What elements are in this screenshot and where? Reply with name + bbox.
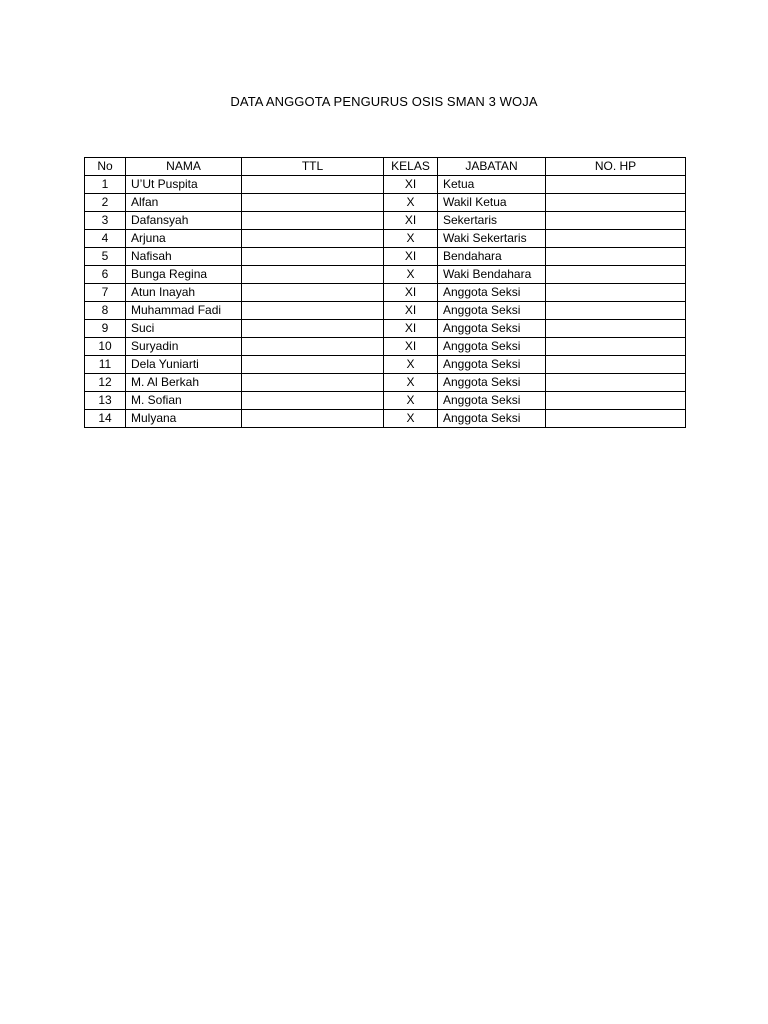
cell-kelas: XI [384, 302, 438, 320]
cell-no: 12 [85, 374, 126, 392]
header-jabatan: JABATAN [438, 158, 546, 176]
cell-no: 8 [85, 302, 126, 320]
cell-jabatan: Bendahara [438, 248, 546, 266]
cell-jabatan: Anggota Seksi [438, 392, 546, 410]
cell-no: 2 [85, 194, 126, 212]
cell-jabatan: Anggota Seksi [438, 410, 546, 428]
member-table [84, 157, 686, 428]
table-row [85, 212, 686, 230]
table-row [85, 194, 686, 212]
cell-kelas: X [384, 392, 438, 410]
cell-ttl [242, 338, 384, 356]
table-header-row [85, 158, 686, 176]
cell-nama: Dafansyah [126, 212, 242, 230]
cell-no-hp [546, 284, 686, 302]
cell-ttl [242, 356, 384, 374]
table-row [85, 338, 686, 356]
cell-no: 4 [85, 230, 126, 248]
cell-kelas: X [384, 230, 438, 248]
header-kelas: KELAS [384, 158, 438, 176]
cell-nama: Bunga Regina [126, 266, 242, 284]
cell-nama: Nafisah [126, 248, 242, 266]
cell-jabatan: Anggota Seksi [438, 374, 546, 392]
cell-kelas: X [384, 266, 438, 284]
cell-ttl [242, 374, 384, 392]
cell-ttl [242, 194, 384, 212]
cell-no: 7 [85, 284, 126, 302]
cell-jabatan: Anggota Seksi [438, 302, 546, 320]
cell-jabatan: Anggota Seksi [438, 320, 546, 338]
cell-no-hp [546, 356, 686, 374]
table-row [85, 320, 686, 338]
table-row [85, 284, 686, 302]
cell-ttl [242, 176, 384, 194]
cell-no: 6 [85, 266, 126, 284]
cell-no-hp [546, 392, 686, 410]
cell-kelas: XI [384, 284, 438, 302]
cell-no-hp [546, 338, 686, 356]
document-title: DATA ANGGOTA PENGURUS OSIS SMAN 3 WOJA [230, 94, 538, 109]
cell-ttl [242, 302, 384, 320]
table-row [85, 266, 686, 284]
cell-no: 3 [85, 212, 126, 230]
cell-no: 1 [85, 176, 126, 194]
cell-no-hp [546, 266, 686, 284]
header-ttl: TTL [242, 158, 384, 176]
cell-no: 13 [85, 392, 126, 410]
cell-ttl [242, 212, 384, 230]
cell-no-hp [546, 302, 686, 320]
cell-nama: Alfan [126, 194, 242, 212]
table-row [85, 230, 686, 248]
cell-nama: Mulyana [126, 410, 242, 428]
cell-kelas: XI [384, 338, 438, 356]
cell-jabatan: Waki Sekertaris [438, 230, 546, 248]
table-body [85, 176, 686, 428]
cell-nama: Muhammad Fadi [126, 302, 242, 320]
table-row [85, 356, 686, 374]
cell-ttl [242, 392, 384, 410]
cell-no-hp [546, 410, 686, 428]
table-row [85, 410, 686, 428]
cell-kelas: X [384, 374, 438, 392]
cell-ttl [242, 320, 384, 338]
table-row [85, 248, 686, 266]
cell-nama: Atun Inayah [126, 284, 242, 302]
cell-nama: M. Al Berkah [126, 374, 242, 392]
cell-ttl [242, 284, 384, 302]
header-nama: NAMA [126, 158, 242, 176]
cell-kelas: XI [384, 212, 438, 230]
header-no-hp: NO. HP [546, 158, 686, 176]
cell-ttl [242, 230, 384, 248]
cell-nama: U’Ut Puspita [126, 176, 242, 194]
cell-no-hp [546, 248, 686, 266]
cell-nama: Dela Yuniarti [126, 356, 242, 374]
cell-ttl [242, 248, 384, 266]
cell-jabatan: Anggota Seksi [438, 284, 546, 302]
cell-kelas: X [384, 356, 438, 374]
cell-no: 14 [85, 410, 126, 428]
cell-no: 11 [85, 356, 126, 374]
cell-nama: Arjuna [126, 230, 242, 248]
cell-nama: Suryadin [126, 338, 242, 356]
cell-jabatan: Wakil Ketua [438, 194, 546, 212]
cell-jabatan: Anggota Seksi [438, 356, 546, 374]
cell-kelas: XI [384, 248, 438, 266]
cell-no-hp [546, 374, 686, 392]
cell-no: 10 [85, 338, 126, 356]
cell-no-hp [546, 212, 686, 230]
cell-nama: Suci [126, 320, 242, 338]
cell-no-hp [546, 230, 686, 248]
cell-jabatan: Anggota Seksi [438, 338, 546, 356]
cell-jabatan: Ketua [438, 176, 546, 194]
header-no: No [85, 158, 126, 176]
cell-kelas: XI [384, 320, 438, 338]
table-row [85, 176, 686, 194]
cell-no: 5 [85, 248, 126, 266]
cell-no-hp [546, 194, 686, 212]
table-row [85, 392, 686, 410]
cell-nama: M. Sofian [126, 392, 242, 410]
cell-no: 9 [85, 320, 126, 338]
cell-kelas: X [384, 410, 438, 428]
cell-no-hp [546, 320, 686, 338]
cell-jabatan: Waki Bendahara [438, 266, 546, 284]
cell-ttl [242, 266, 384, 284]
cell-jabatan: Sekertaris [438, 212, 546, 230]
cell-no-hp [546, 176, 686, 194]
cell-ttl [242, 410, 384, 428]
table-row [85, 374, 686, 392]
cell-kelas: XI [384, 176, 438, 194]
table-row [85, 302, 686, 320]
cell-kelas: X [384, 194, 438, 212]
